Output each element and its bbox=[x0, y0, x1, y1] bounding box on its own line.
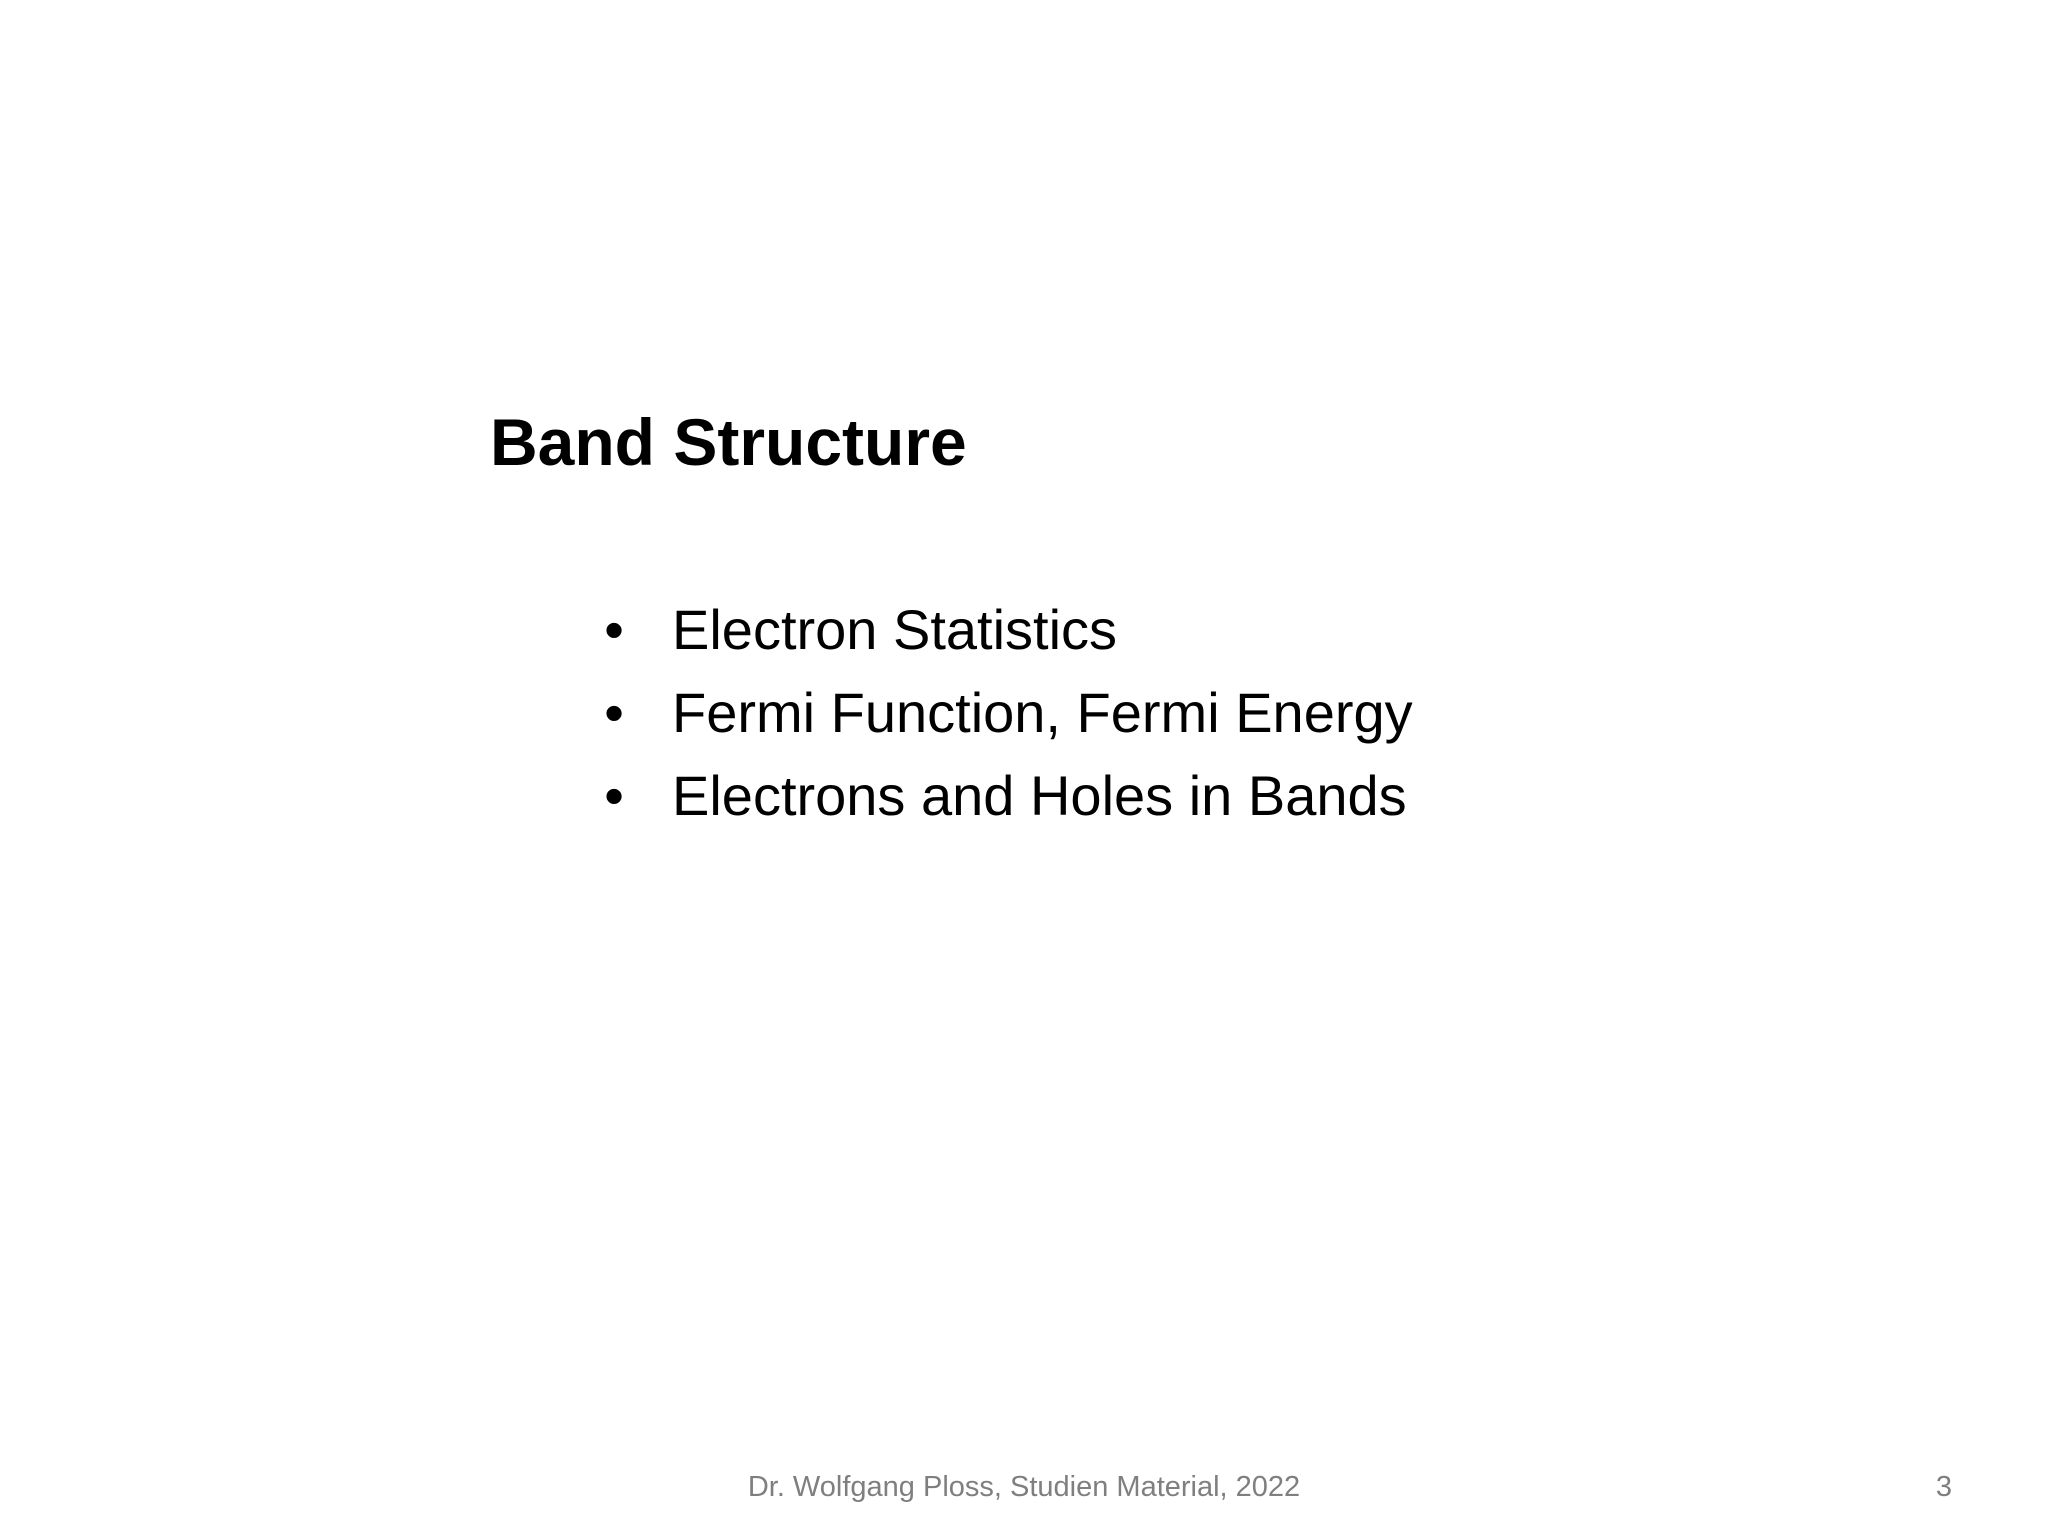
bullet-text: Fermi Function, Fermi Energy bbox=[672, 681, 1413, 744]
bullet-icon: • bbox=[604, 598, 624, 661]
slide-title: Band Structure bbox=[490, 405, 967, 479]
bullet-icon: • bbox=[604, 764, 624, 827]
slide-number: 3 bbox=[1935, 1471, 1952, 1503]
slide-footer: Dr. Wolfgang Ploss, Studien Material, 2022 bbox=[747, 1471, 1301, 1503]
bullet-icon: • bbox=[604, 681, 624, 744]
bullet-text: Electron Statistics bbox=[672, 598, 1118, 661]
bullet-text: Electrons and Holes in Bands bbox=[672, 764, 1407, 827]
